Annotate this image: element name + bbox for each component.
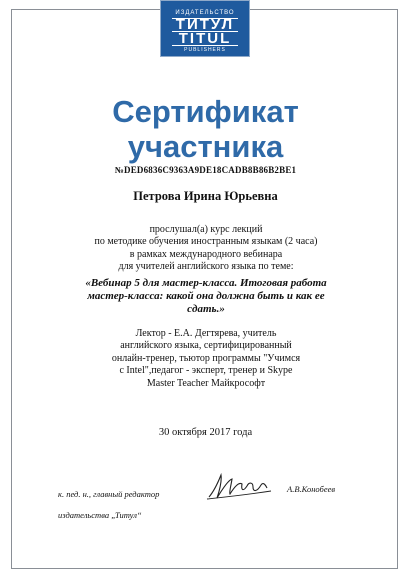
- lector-line: с Intel",педагог - эксперт, тренер и Skype: [119, 365, 293, 377]
- topic-line: мастер-класса: какой она должна быть и как ее: [87, 290, 325, 302]
- signer-position-line1: к. пед. н., главный редактор: [58, 489, 160, 499]
- description-line: прослушал(а) курс лекций: [149, 224, 263, 235]
- webinar-topic: [70, 277, 342, 316]
- lector-line: Master Teacher Майкрософт: [146, 377, 266, 389]
- lector-line: Лектор - Е.А. Дегтярева, учитель: [135, 328, 277, 339]
- signer-name: А.В.Конобеев: [287, 484, 336, 494]
- handwritten-signature: [205, 470, 273, 502]
- course-description: [70, 224, 342, 274]
- certificate-code: №DED6836C9363A9DE18CADB8B86B2BE1: [114, 165, 297, 175]
- logo-main-mirror-text: TITUL: [172, 33, 238, 46]
- certificate-title-line2: участника: [127, 129, 284, 164]
- logo-top-text: ИЗДАТЕЛЬСТВО: [175, 10, 235, 16]
- topic-line: «Вебинар 5 для мастер-класса. Итоговая работа: [85, 277, 327, 289]
- recipient-name: Петрова Ирина Юрьевна: [133, 189, 278, 203]
- description-line: в рамках международного вебинара: [129, 248, 283, 260]
- signer-position: [58, 484, 159, 526]
- certificate-title-line1: Сертификат: [112, 94, 299, 129]
- description-line: по методике обучения иностранным языкам (2 часа): [94, 236, 318, 248]
- logo-bottom-text: PUBLISHERS: [184, 47, 226, 53]
- signer-position-line2: издательства „Титул“: [58, 510, 142, 520]
- lector-line: онлайн-тренер, тьютор программы "Учимся: [111, 352, 301, 364]
- certificate-date: 30 октября 2017 года: [158, 427, 253, 438]
- logo-main-text: ТИТУЛ: [172, 18, 238, 32]
- lector-line: английского языка, сертифицированный: [120, 340, 292, 352]
- description-line: для учителей английского языка по теме:: [118, 261, 294, 273]
- publisher-logo: [160, 0, 250, 57]
- topic-line: сдать.»: [187, 303, 225, 315]
- lector-info: [85, 328, 327, 390]
